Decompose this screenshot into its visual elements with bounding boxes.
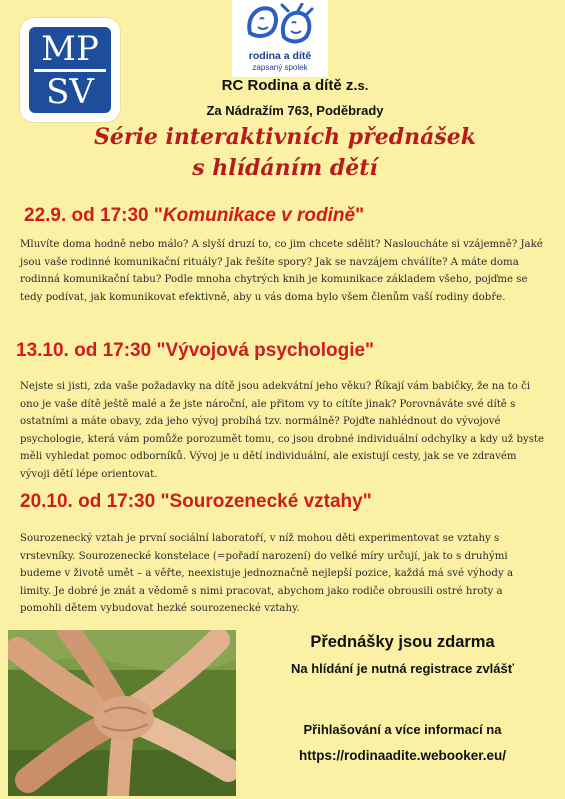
free-admission-note: Přednášky jsou zdarma xyxy=(310,633,495,651)
lecture-1-description: Mluvíte doma hodně nebo málo? A slyší druzí to, co jim chcete sdělit? Nasloucháte si vzájemně? Jaké jsou vaše rodinné komunikační rituály? Jak řešíte spory? Jak se navzájem chválíte? A máte doma rodinná komunikační tabu? Podle mnoha chytrých knih je komunikace základem všeho, pojďme se tedy podívat, jak komunikovat efektivně, aby u vás doma bylo všem členům vaší rodiny dobře. xyxy=(20,239,543,303)
signup-url-link[interactable]: https://rodinaadite.webooker.eu/ xyxy=(298,748,507,763)
lecture-3-description: Sourozenecký vztah je první sociální laboratoří, v níž mohou děti experimentovat se vztahy s vrstevníky. Sourozenecké konstelace (=pořadí narození) do velké míry určují, jak to s druhými budeme v životě umět – a věřte, neexistuje jednoznačně nejlepší pozice, každá má své výhody a limity. Je dobré je znát a vědomě s nimi pracovat, abychom jako rodiče obrousili ostré hroty a pomohli dětem vybudovat hezké sourozenecké vztahy. xyxy=(20,533,514,615)
signup-info-label: Přihlašování a více informací na xyxy=(303,722,502,737)
lecture-3-heading: 20.10. od 17:30 "Sourozenecké vztahy" xyxy=(20,491,372,512)
mpsv-logo-text-bottom: SV xyxy=(46,72,94,112)
organization-address: Za Nádražím 763, Poděbrady xyxy=(206,103,384,118)
mpsv-logo xyxy=(20,18,120,122)
series-title xyxy=(60,122,510,184)
series-title-line-2: s hlídáním dětí xyxy=(192,155,378,181)
rodina-logo-subtitle: zapsaný spolek xyxy=(252,63,308,72)
organization-name: RC Rodina a dítě z.s. xyxy=(221,77,369,94)
rodina-a-dite-logo xyxy=(232,0,328,77)
hands-photo xyxy=(8,630,236,796)
family-faces-icon xyxy=(244,3,316,51)
lecture-1-heading: 22.9. od 17:30 "Komunikace v rodině" xyxy=(24,205,365,226)
rodina-logo-name: rodina a dítě xyxy=(248,50,312,62)
lecture-2-description: Nejste si jisti, zda vaše požadavky na dítě jsou adekvátní jeho věku? Říkají vám babičky, že na to či ono je vaše dítě ještě malé a že jste nároční, ale přitom vy to cítíte jinak? Porovnáváte své dítě s ostatními a máte obavy, zda jeho vývoj probíhá tzv. normálně? Pojďte nahlédnout do vývojové psychologie, která vám pomůže porozumět tomu, co jsou drobné individuální odchylky a kdy už byste měli vyhledat pomoc odborníků. Vývoj je u dětí individuální, ale existují cesty, jak se ve zdravém vývoji dětí lépe orientovat. xyxy=(20,381,545,480)
series-title-line-1: Série interaktivních přednášek xyxy=(93,124,477,150)
lecture-2-heading: 13.10. od 17:30 "Vývojová psychologie" xyxy=(16,340,375,361)
registration-note: Na hlídání je nutná registrace zvlášť xyxy=(291,661,514,676)
mpsv-logo-text-top: MP xyxy=(41,29,99,69)
